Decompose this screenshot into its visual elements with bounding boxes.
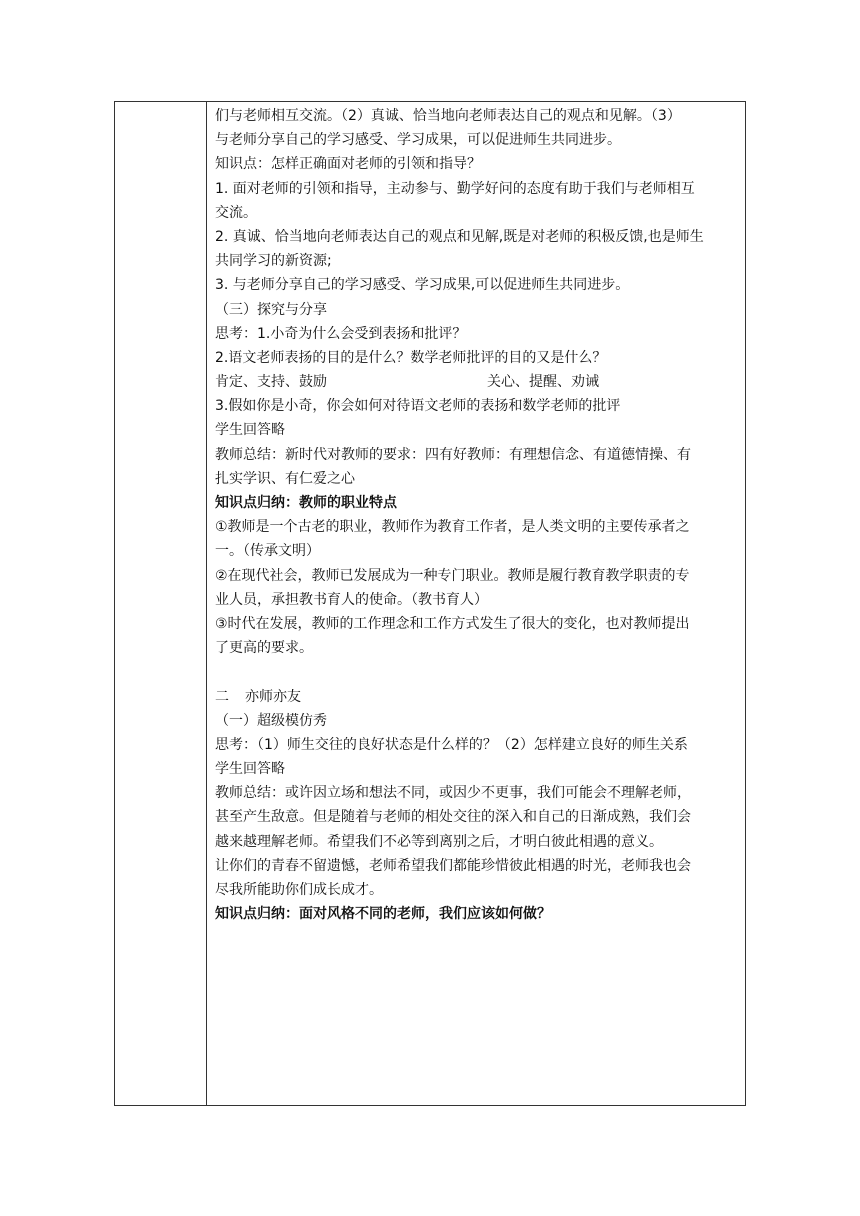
question-line: 3.假如你是小奇，你会如何对待语文老师的表扬和数学老师的批评 xyxy=(215,398,621,415)
text-line: ②在现代社会，教师已发展成为一种专门职业。教师是履行教育教学职责的专 xyxy=(215,567,690,584)
question-line: 思考：1.小奇为什么会受到表扬和批评？ xyxy=(215,325,467,342)
answer-praise: 肯定、支持、鼓励 xyxy=(215,374,327,391)
text-line: ①教师是一个古老的职业，教师作为教育工作者，是人类文明的主要传承者之 xyxy=(215,519,690,536)
blank-line xyxy=(215,660,739,684)
part-number: 二 xyxy=(215,688,229,705)
part-title: 亦师亦友 xyxy=(245,688,301,705)
knowledge-summary-heading: 知识点归纳：面对风格不同的老师，我们应该如何做？ xyxy=(215,906,551,923)
text-line: 尽我所能助你们成长成才。 xyxy=(215,882,383,898)
question-line: 思考：（1）师生交往的良好状态是什么样的？（2）怎样建立良好的师生关系 xyxy=(215,736,688,753)
text-line: 与老师分享自己的学习感受、学习成果，可以促进师生共同进步。 xyxy=(215,132,621,149)
question-line: 2.语文老师表扬的目的是什么？数学老师批评的目的又是什么？ xyxy=(215,349,607,366)
knowledge-point-question: 知识点：怎样正确面对老师的引领和指导？ xyxy=(215,156,481,173)
list-item: 1. 面对老师的引领和指导，主动参与、勤学好问的态度有助于我们与老师相互 xyxy=(215,180,695,197)
content-column xyxy=(207,102,745,1105)
teacher-summary: 教师总结：新时代对教师的要求：四有好教师：有理想信念、有道德情操、有 xyxy=(215,446,691,463)
text-line: 业人员，承担教书育人的使命。（教书育人） xyxy=(215,591,488,608)
text-line: 学生回答略 xyxy=(215,761,285,778)
teacher-summary: 教师总结：或许因立场和想法不同，或因少不更事，我们可能会不理解老师， xyxy=(215,785,691,802)
lesson-plan-table xyxy=(114,101,746,1106)
text-line: 一。（传承文明） xyxy=(215,543,320,560)
text-line: 扎实学识、有仁爱之心 xyxy=(215,470,355,487)
text-line: 交流。 xyxy=(215,204,257,221)
part-heading xyxy=(215,685,739,709)
text-line: 学生回答略 xyxy=(215,422,285,439)
text-line: 了更高的要求。 xyxy=(215,640,313,657)
list-item: 3. 与老师分享自己的学习感受、学习成果,可以促进师生共同进步。 xyxy=(215,277,630,294)
section-heading: （一）超级模仿秀 xyxy=(215,712,327,729)
answer-pair xyxy=(215,370,739,394)
text-line: 让你们的青春不留遗憾，老师希望我们都能珍惜彼此相遇的时光，老师我也会 xyxy=(215,857,691,874)
answer-criticism: 关心、提醒、劝诫 xyxy=(487,374,599,391)
text-line: 甚至产生敌意。但是随着与老师的相处交往的深入和自己的日渐成熟，我们会 xyxy=(215,809,691,826)
text-line: 共同学习的新资源; xyxy=(215,253,332,270)
knowledge-summary-heading: 知识点归纳：教师的职业特点 xyxy=(215,495,397,511)
text-line: 越来越理解老师。希望我们不必等到离别之后，才明白彼此相遇的意义。 xyxy=(215,833,663,850)
text-line: 们与老师相互交流。（2）真诚、恰当地向老师表达自己的观点和见解。（3） xyxy=(215,108,681,124)
label-column xyxy=(115,102,207,1105)
list-item: 2. 真诚、恰当地向老师表达自己的观点和见解,既是对老师的积极反馈,也是师生 xyxy=(215,228,704,245)
text-line: ③时代在发展，教师的工作理念和工作方式发生了很大的变化，也对教师提出 xyxy=(215,615,690,632)
section-heading: （三）探究与分享 xyxy=(215,301,327,318)
